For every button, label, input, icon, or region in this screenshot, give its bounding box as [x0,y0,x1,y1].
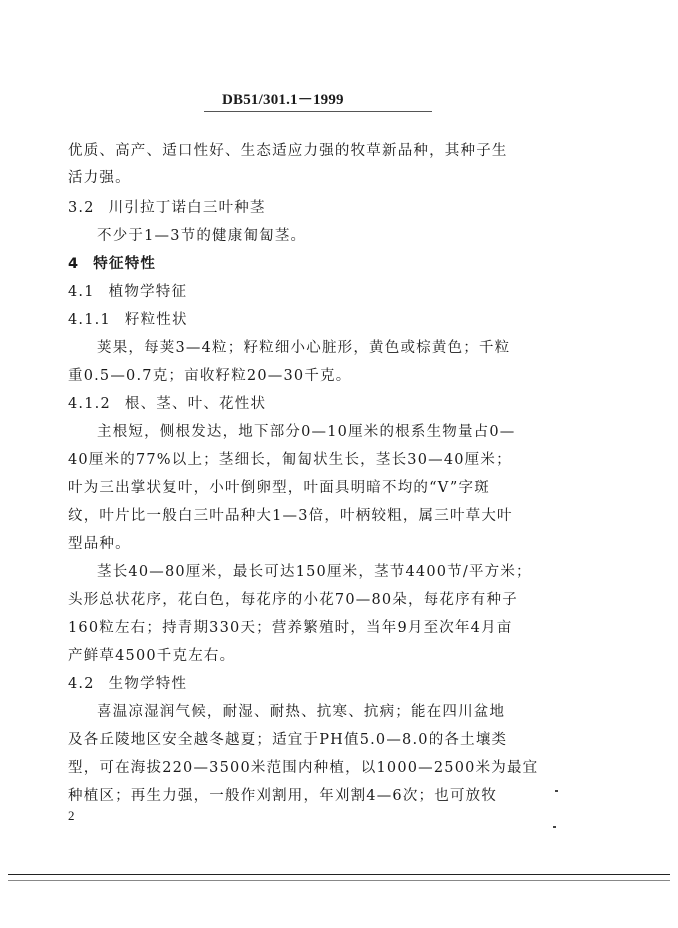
paragraph-line [97,422,637,442]
line-text: 40厘米的77%以上；茎细长，匍匐状生长，茎长30—40厘米； [68,452,512,468]
paragraph-line [97,226,637,246]
line-text: 活力强。 [68,170,131,186]
line-text: 纹，叶片比一般白三叶品种大1—3倍，叶柄较粗，属三叶草大叶 [68,508,513,524]
paragraph-line [68,534,608,554]
line-text: 重0.5—0.7克；亩收籽粒20—30千克。 [68,368,352,384]
section-number: 4.1.1 [68,312,111,328]
line-text: 主根短，侧根发达，地下部分0—10厘米的根系生物量占0— [97,424,516,440]
section-number: 3.2 [68,200,95,216]
section-heading [68,310,608,330]
line-text: 川引拉丁诺白三叶种茎 [108,200,266,216]
line-text: 根、茎、叶、花性状 [124,396,267,412]
line-text: 喜温凉湿润气候，耐湿、耐热、抗寒、抗病；能在四川盆地 [97,704,506,720]
standard-code-header: DB51/301.1－1999 [222,92,344,108]
paragraph-line [68,141,608,161]
page-number: 2 [68,808,75,823]
line-text: 优质、高产、适口性好、生态适应力强的牧草新品种，其种子生 [68,143,508,159]
line-text: 不少于1—3节的健康匍匐茎。 [97,228,307,244]
scan-speck [553,826,556,828]
paragraph-line [68,730,608,750]
paragraph-line [68,758,608,778]
paragraph-line [97,338,637,358]
line-text: 型品种。 [68,536,131,552]
line-text: 产鲜草4500千克左右。 [68,648,236,664]
paragraph-line [68,590,608,610]
header-rule [204,111,432,112]
bottom-rule [8,874,670,875]
line-text: 特征特性 [93,256,157,272]
line-text: 叶为三出掌状复叶，小叶倒卵型，叶面具明暗不均的“V”字斑 [68,480,490,496]
paragraph-line [97,562,637,582]
scan-speck [555,790,558,792]
section-number: 4.2 [68,676,95,692]
line-text: 植物学特征 [108,284,188,300]
paragraph-line [68,450,608,470]
line-text: 型，可在海拔220—3500米范围内种植，以1000—2500米为最宜 [68,760,539,776]
line-text: 生物学特性 [108,676,188,692]
section-heading [68,674,608,694]
section-heading [68,394,608,414]
paragraph-line [68,478,608,498]
paragraph-line [68,506,608,526]
line-text: 种植区；再生力强，一般作刈割用，年刈割4—6次；也可放牧 [68,788,498,804]
section-heading [68,198,608,218]
line-text: 籽粒性状 [124,312,188,328]
section-number: 4 [68,256,80,272]
line-text: 160粒左右；持青期330天；营养繁殖时，当年9月至次年4月亩 [68,620,513,636]
section-heading [68,254,608,274]
section-number: 4.1.2 [68,396,111,412]
section-number: 4.1 [68,284,95,300]
paragraph-line [68,786,608,806]
line-text: 及各丘陵地区安全越冬越夏；适宜于PH值5.0—8.0的各土壤类 [68,732,508,748]
section-heading [68,282,608,302]
line-text: 茎长40—80厘米，最长可达150厘米，茎节4400节/平方米； [97,564,532,580]
paragraph-line [97,702,637,722]
paragraph-line [68,618,608,638]
paragraph-line [68,646,608,666]
line-text: 头形总状花序，花白色，每花序的小花70—80朵，每花序有种子 [68,592,518,608]
paragraph-line [68,366,608,386]
paragraph-line [68,168,608,188]
bottom-rule-secondary [8,880,670,881]
line-text: 荚果，每荚3—4粒；籽粒细小心脏形，黄色或棕黄色；千粒 [97,340,511,356]
